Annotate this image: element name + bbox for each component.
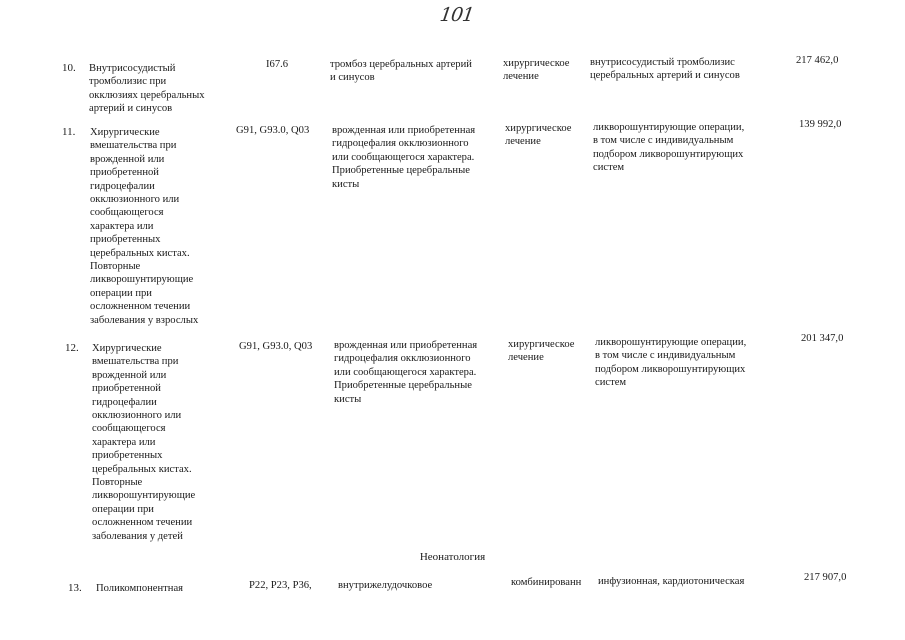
- cost: 217 462,0: [796, 55, 839, 66]
- cost: 139 992,0: [799, 119, 842, 130]
- row-number: 10.: [62, 62, 76, 74]
- treatment-method: ликворошунтирующие операции, в том числе с индивидуальным подбором ликворошунтирующих систем: [595, 337, 747, 389]
- row-number: 11.: [62, 126, 76, 138]
- treatment-type: хирургическое лечение: [508, 339, 575, 364]
- disease-model: врожденная или приобретенная гидроцефалия окклюзионного или сообщающегося характера. Приобретенные церебральные кисты: [332, 125, 476, 190]
- intervention-name: Хирургические вмешательства при врожденной или приобретенной гидроцефалии окклюзионного или сообщающегося характера или приобретенных церебральных кистах. Повторные ликворошунтирующие операции при осложненном течении заболевания у взрослых: [90, 127, 199, 326]
- intervention-name: Поликомпонентная: [96, 583, 184, 594]
- treatment-type: хирургическое лечение: [503, 58, 570, 83]
- intervention-name: Внутрисосудистый тромболизис при окклюзиях церебральных артерий и синусов: [89, 63, 205, 115]
- cost: 201 347,0: [801, 333, 844, 344]
- icd-codes: G91, G93.0, Q03: [236, 125, 310, 136]
- page-number: 101: [438, 4, 475, 26]
- icd-codes: I67.6: [266, 59, 289, 70]
- treatment-method: внутрисосудистый тромболизис церебральных артерий и синусов: [590, 57, 740, 82]
- treatment-method: ликворошунтирующие операции, в том числе с индивидуальным подбором ликворошунтирующих систем: [593, 122, 745, 174]
- row-number: 13.: [68, 582, 82, 594]
- disease-model: врожденная или приобретенная гидроцефалия окклюзионного или сообщающегося характера. Приобретенные церебральные кисты: [334, 340, 478, 405]
- row-number: 12.: [65, 342, 79, 354]
- disease-model: внутрижелудочковое: [338, 580, 433, 591]
- icd-codes: G91, G93.0, Q03: [239, 341, 313, 352]
- disease-model: тромбоз церебральных артерий и синусов: [330, 59, 472, 84]
- treatment-type: комбинированн: [511, 577, 582, 588]
- intervention-name: Хирургические вмешательства при врожденной или приобретенной гидроцефалии окклюзионного или сообщающегося характера или приобретенных церебральных кистах. Повторные ликворошунтирующие операции при осложненном течении заболевания у детей: [92, 343, 196, 542]
- treatment-type: хирургическое лечение: [505, 123, 572, 148]
- icd-codes: P22, P23, P36,: [249, 580, 312, 591]
- treatment-method: инфузионная, кардиотоническая: [598, 576, 745, 587]
- section-heading: Неонатология: [419, 551, 486, 563]
- cost: 217 907,0: [804, 572, 847, 583]
